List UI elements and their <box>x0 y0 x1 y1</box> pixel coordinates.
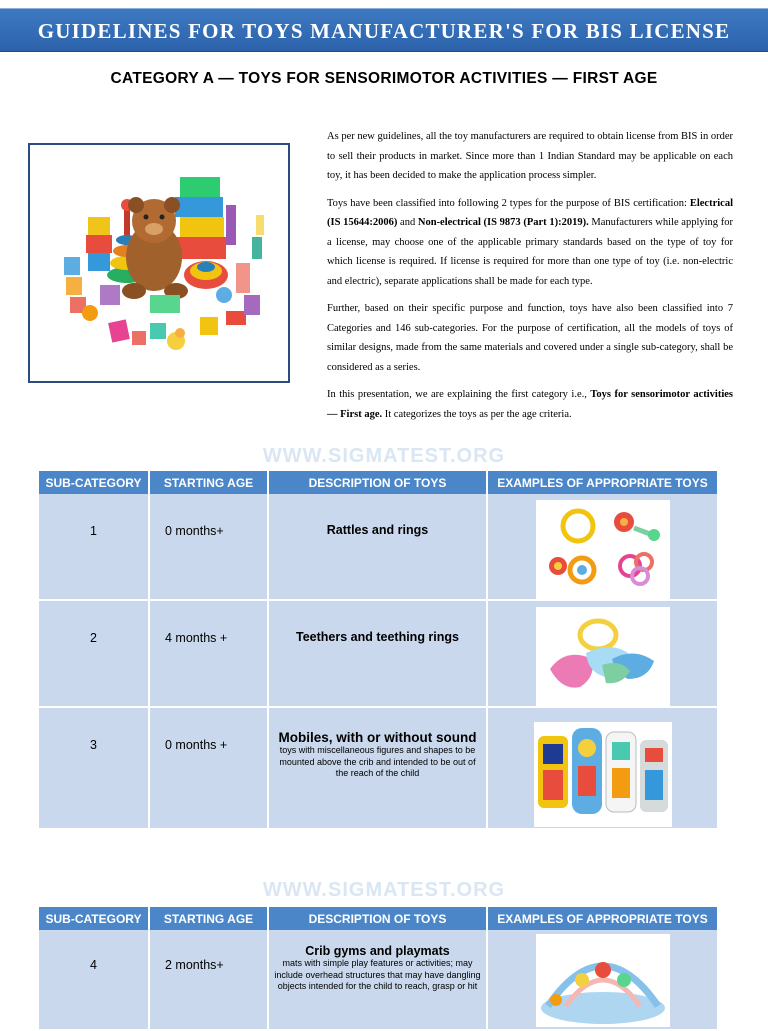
intro-text <box>327 127 733 432</box>
starting-age-cell: 4 months + <box>149 600 268 707</box>
toys-photo <box>28 143 290 383</box>
intro-paragraph-3: Further, based on their specific purpose and function, toys have also been classified into 7 Categories and 146 sub-categories. For the purpose of certification, all the models of toys of similar designs, made from the same materials and covered under a single sub-category, shall be considered as a series. <box>327 303 733 373</box>
sub-category-cell: 4 <box>39 930 149 1030</box>
header-starting-age: STARTING AGE <box>149 907 268 930</box>
category-name: Toys for sensorimotor activities — First age. <box>327 389 733 420</box>
watermark: WWW.SIGMATEST.ORG <box>262 445 506 467</box>
header-examples: EXAMPLES OF APPROPRIATE TOYS <box>487 471 718 494</box>
title-banner <box>0 8 768 52</box>
table-row <box>39 494 718 600</box>
intro-paragraph-4 <box>327 385 733 424</box>
table-header-row <box>39 471 718 494</box>
page-subtitle: CATEGORY A — TOYS FOR SENSORIMOTOR ACTIVITIES — FIRST AGE <box>110 70 658 87</box>
sub-category-cell: 1 <box>39 494 149 600</box>
non-electrical-standard: Non-electrical (IS 9873 (Part 1):2019). <box>417 217 589 228</box>
description-title: Crib gyms and playmats <box>305 944 450 958</box>
description-title: Mobiles, with or without sound <box>278 730 477 745</box>
starting-age-cell: 0 months + <box>149 707 268 829</box>
header-sub-category: SUB-CATEGORY <box>39 907 149 930</box>
starting-age-cell: 0 months+ <box>149 494 268 600</box>
description-cell <box>268 707 487 829</box>
intro-p4-rest: It categorizes the toys as per the age criteria. <box>382 408 572 420</box>
watermark: WWW.SIGMATEST.ORG <box>262 879 506 901</box>
subcategory-table-continued <box>39 907 719 1031</box>
electrical-standard: Electrical (IS 15644:2006) <box>327 197 733 228</box>
intro-paragraph-1: As per new guidelines, all the toy manufacturers are required to obtain license from BIS in order to sell their products in market. Since more than 1 Indian Standard may be applicable on each toy, it has been decided to make the application process simpler. <box>327 131 733 181</box>
intro-p2-text: Toys have been classified into following 2 types for the purpose of BIS certification: <box>327 197 690 209</box>
table-row <box>39 930 718 1030</box>
intro-paragraph-2 <box>327 194 733 292</box>
header-starting-age: STARTING AGE <box>149 471 268 494</box>
description-cell <box>268 930 487 1030</box>
example-image-cell <box>487 494 718 600</box>
intro-p2-and: and <box>397 217 418 228</box>
subcategory-table <box>39 471 719 830</box>
toy-phones-image <box>534 722 672 827</box>
rattles-image <box>536 500 670 599</box>
teethers-image <box>536 607 670 706</box>
sub-category-cell: 2 <box>39 600 149 707</box>
description-note: mats with simple play features or activities; may include overhead structures that may have dangling objects intended for the child to reach, grasp or hit <box>274 958 481 991</box>
description-cell: Teethers and teething rings <box>268 600 487 707</box>
table-row <box>39 707 718 829</box>
example-image-cell <box>487 600 718 707</box>
table-header-row <box>39 907 718 930</box>
intro-p4-text: In this presentation, we are explaining the first category i.e., <box>327 389 591 400</box>
play-gym-image <box>536 934 670 1027</box>
intro-p2-rest: Manufacturers while applying for a license, may choose one of the applicable primary standards based on the type of toy for which license is required. If license is required for more than one type of toy (i.e. non-electric and electric), separate applications shall be made for each type. <box>327 217 733 287</box>
header-description: DESCRIPTION OF TOYS <box>268 471 487 494</box>
example-image-cell <box>487 930 718 1030</box>
header-examples: EXAMPLES OF APPROPRIATE TOYS <box>487 907 718 930</box>
example-image-cell <box>487 707 718 829</box>
sub-category-cell: 3 <box>39 707 149 829</box>
description-cell: Rattles and rings <box>268 494 487 600</box>
starting-age-cell: 2 months+ <box>149 930 268 1030</box>
table-row <box>39 600 718 707</box>
banner-title: GUIDELINES FOR TOYS MANUFACTURER'S FOR BIS LICENSE <box>37 19 731 43</box>
header-description: DESCRIPTION OF TOYS <box>268 907 487 930</box>
header-sub-category: SUB-CATEGORY <box>39 471 149 494</box>
description-note: toys with miscellaneous figures and shapes to be mounted above the crib and intended to be out of the reach of the child <box>279 745 476 778</box>
toys-illustration <box>30 145 288 381</box>
